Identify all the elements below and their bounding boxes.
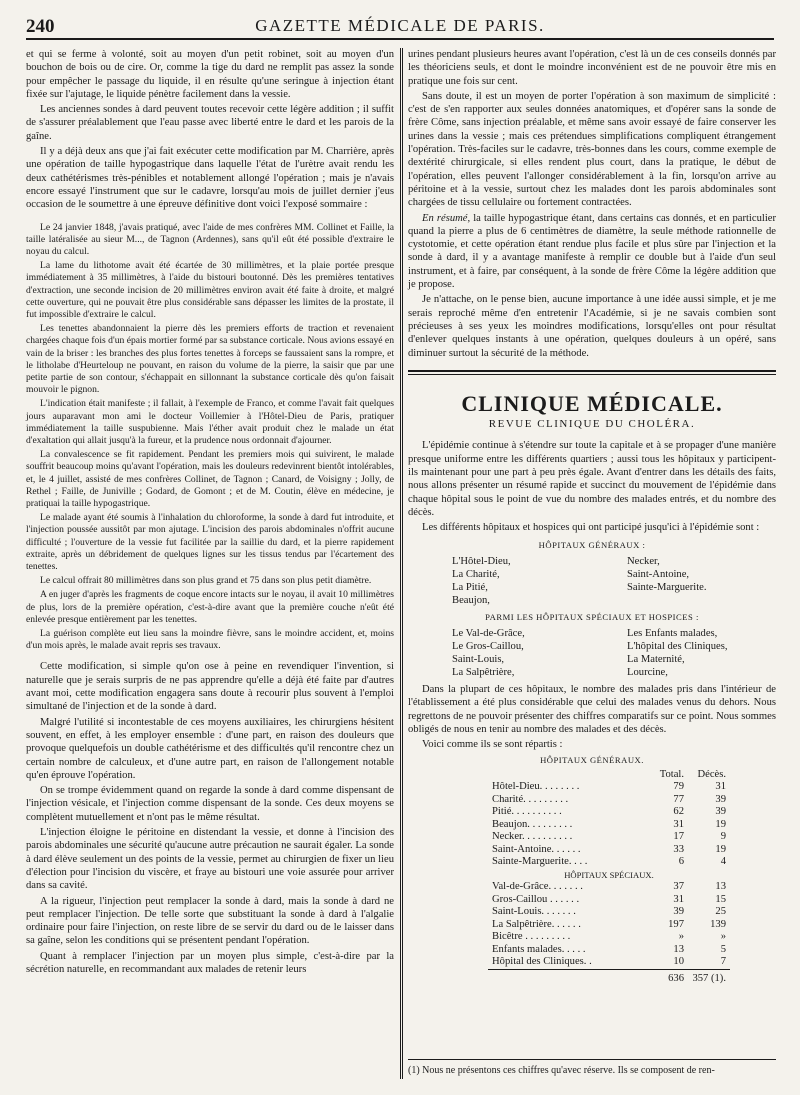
paragraph: Cette modification, si simple qu'on ose à peine en revendiquer l'invention, si naturelle que je serais surpris de ne pas apprendre qu'elle a déjà été faite par d'autres avant moi, cette modification engagera sans doute à recourir plus souvent à l'emploi simultané de l'injection et de la sonde à dard. — [26, 661, 394, 713]
total-cell: 31 — [673, 893, 684, 905]
cholera-stats-table — [488, 769, 730, 986]
sum-note: (1). — [710, 972, 726, 984]
table-row — [488, 794, 730, 807]
paragraph: L'indication était manifeste ; il fallait, à l'exemple de Franco, et comme l'avait fait quelques jours auparavant mon ami le docteur Voillemier à l'Hôtel-Dieu de Paris, pratiquer immédiatement la taille suspubienne. Mais l'éther avait produit chez le malade un état d'exaltation qui allait jusqu'à la fureur, et la prudence nous ordonnait d'ajourner. — [26, 398, 394, 447]
hospital-name: Bicêtre . . . . . . . . . — [492, 931, 571, 943]
total-cell: 10 — [673, 956, 684, 968]
deces-cell: 19 — [715, 818, 726, 830]
paragraph: urines pendant plusieurs heures avant l'opération, c'est là un de ces conseils donnés par les théoriciens seuls, et dont le moindre inconvénient est de ne pouvoir être mis en pratique une fois sur cent. — [408, 49, 777, 87]
column-header-deces: Décès. — [697, 768, 726, 780]
paragraph: A en juger d'après les fragments de coque encore intacts sur le noyau, il avait 10 millimètres de plus, lors de la première opération, c'est-à-dire avant que la première couche n'eût été enlevée presque entièrement par les tenettes. — [26, 589, 394, 625]
sum-total: 636 — [646, 969, 688, 985]
list-item: L'Hôtel-Dieu, — [452, 555, 511, 567]
list-item — [627, 594, 800, 607]
total-cell: 31 — [673, 818, 684, 830]
total-cell: 39 — [673, 906, 684, 918]
total-cell: 77 — [673, 793, 684, 805]
list-item: La Pitié, — [452, 581, 488, 593]
paragraph: La convalescence se fit rapidement. Pendant les premiers mois qui suivirent, le malade souffrit beaucoup moins qu'avant l'opération, mais les douleurs redevinrent bientôt intolérables, et, le 4 juillet, assisté de mes confrères Collinet, de Tagnon ; Canard, de Voisigny ; Jolly, de Rethel ; Faille, de Juniville ; Godard, de Gomont ; et de M. Coutin, élève en médecine, je pratiquai la taille hypogastrique. — [26, 449, 394, 510]
paragraph — [408, 212, 776, 292]
deces-cell: 7 — [720, 956, 726, 968]
section-title: CLINIQUE MÉDICALE. — [461, 390, 723, 416]
list-item: Le Val-de-Grâce, — [452, 628, 525, 640]
deces-cell: 39 — [715, 806, 726, 818]
section-subtitle: REVUE CLINIQUE DU CHOLÉRA. — [488, 418, 696, 431]
hospital-name: Pitié. . . . . . . . . . — [492, 806, 562, 818]
paragraph: Dans la plupart de ces hôpitaux, le nombre des malades pris dans l'intérieur de l'établissement a été plus considérable que celui des malades venus du dehors. Nous regrettons de ne pouvoir présenter des chiffres comparatifs sur ce point. Nous sommes obligés de nous en tenir au nombre des malades et des décès. — [408, 684, 776, 735]
table-row — [488, 956, 730, 969]
paragraph: Quant à remplacer l'injection par un moyen plus simple, c'est-à-dire par la sécrétion naturelle, en recommandant aux malades de retenir leurs — [26, 950, 394, 975]
paragraph: A la rigueur, l'injection peut remplacer la sonde à dard, mais la sonde à dard ne peut remplacer l'injection. De telle sorte que substituant la sonde à dard à l'algalie ordinaire pour faire l'injection, on reste libre de se servir du dard ou de le laisser dans sa gaîne, selon les conditions qui se présentent pendant l'opération. — [26, 895, 394, 947]
hospital-name: Beaujon. . . . . . . . . — [492, 818, 573, 830]
table-row — [488, 856, 730, 869]
paragraph: Les anciennes sondes à dard peuvent toutes recevoir cette légère addition ; il suffit de s'assurer préalablement que l'eau passe avec liberté entre le dard et les parois de la gaîne. — [26, 104, 394, 142]
paragraph: Le 24 janvier 1848, j'avais pratiqué, avec l'aide de mes confrères MM. Collinet et Faille, la taille latéralisée au sieur M..., de Tagnon (Ardennes), sans qu'il eût été possible d'extraire le noyau du calcul. — [26, 221, 394, 257]
hospital-name: Hôpital des Cliniques. . — [492, 956, 592, 968]
total-cell: 33 — [673, 843, 684, 855]
hospital-name: Val-de-Grâce. . . . . . . — [492, 881, 583, 893]
hospital-name: Enfants malades. . . . . — [492, 943, 586, 955]
list-heading: HÔPITAUX GÉNÉRAUX : — [538, 539, 646, 550]
column-rule — [400, 48, 401, 1079]
section-separator — [408, 370, 776, 375]
paragraph: On se trompe évidemment quand on regarde la sonde à dard comme dispensant de l'injection vésicale, et l'injection comme dispensant de la sonde. Ces deux moyens se complètent mutuellement et n'ont pas le même résultat. — [26, 785, 394, 823]
sum-deces: 357 — [692, 972, 709, 984]
table-row — [488, 881, 730, 894]
table-row — [488, 806, 730, 819]
deces-cell: » — [720, 931, 726, 943]
table-row — [488, 931, 730, 944]
table-header-row — [488, 769, 730, 782]
list-item: Necker, — [627, 555, 660, 567]
paragraph: L'épidémie continue à s'étendre sur toute la capitale et à se propager d'une manière presque uniforme entre les différents quartiers ; aussi tous les hôpitaux y participent-ils maintenant pour une part à peu près égale. Avant d'entrer dans les détails des faits, nous allons présenter un résumé rapide et succinct du mouvement de l'épidémie dans chaque hôpital sous le point de vue du nombre des malades entrés, et du nombre des décès. — [408, 440, 776, 518]
hospital-list-special — [452, 627, 776, 679]
case-report — [26, 222, 394, 653]
paragraph: L'injection éloigne le péritoine en distendant la vessie, et donne à l'incision des parois abdominales une sécurité qu'aucune autre précaution ne saurait égaler. La sonde à dard élève seulement un des points de la vessie, permet au chirurgien de fixer un lieu d'élection pour l'incision du viscère, et fraye au bistouri une voie assurée pour arriver dans sa cavité. — [26, 827, 394, 892]
hospital-name: Gros-Caillou . . . . . . — [492, 893, 580, 905]
list-item: L'hôpital des Cliniques, — [627, 641, 728, 653]
paragraph: Malgré l'utilité si incontestable de ces moyens auxiliaires, les chirurgiens hésitent souvent, en effet, à les employer ensemble : d'une part, en raison des douleurs que provoque quelquefois un double cathétérisme et des difficultés qu'il rencontre chez un certain nombre de calculeux, et d'une autre part, en raison de l'allongement notable qu'en éprouve l'opération. — [26, 716, 394, 781]
paragraph: La lame du lithotome avait été écartée de 30 millimètres, et la plaie portée presque immédiatement à 35 millimètres, à l'aide du bistouri boutonné. Dès les premières tentatives d'extraction, une seconde incision de 20 millimètres environ avait été faite à droite, et malgré cette ouverture, qui ne pouvait être plus considérable sans dépasser les limites de la prostate, il fut impossible d'extraire le calcul. — [26, 260, 394, 320]
paragraph-text: la taille hypogastrique étant, dans certains cas donnés, et en particulier quand la pierre a plus de 6 centimètres de diamètre, la seule méthode rationnelle de cystotomie, et cette opération étant rendue plus facile et plus sûre par l'injection et la sonde à dard, il y a avantage manifeste à remplir ce double but à l'aide d'un seul instrument, et à faire, par conséquent, à la sonde de frère Côme la légère addition que je propose. — [408, 212, 776, 291]
running-title: GAZETTE MÉDICALE DE PARIS. — [255, 16, 545, 35]
total-cell: 79 — [673, 781, 684, 793]
table-total-row — [488, 969, 730, 985]
deces-cell: 13 — [715, 881, 726, 893]
hospital-name: Sainte-Marguerite. . . . — [492, 856, 588, 868]
right-column — [408, 48, 776, 985]
page-header — [26, 14, 774, 40]
list-heading: PARMI LES HÔPITAUX SPÉCIAUX ET HOSPICES : — [485, 611, 699, 622]
total-cell: 37 — [673, 881, 684, 893]
footnote: (1) Nous ne présentons ces chiffres qu'avec réserve. Ils se composent de ren- — [408, 1059, 776, 1077]
hospital-name: Necker. . . . . . . . . . — [492, 831, 573, 843]
list-item: La Salpêtrière, — [452, 667, 515, 679]
list-item: Lourcine, — [627, 667, 668, 679]
deces-cell: 9 — [720, 831, 726, 843]
deces-cell: 4 — [720, 856, 726, 868]
left-column — [26, 48, 394, 978]
paragraph: La guérison complète eut lieu sans la moindre fièvre, sans le moindre accident, et, moins d'un mois après, le malade avait repris ses travaux. — [26, 628, 394, 652]
total-cell: 197 — [668, 918, 684, 930]
paragraph: Le malade ayant été soumis à l'inhalation du chloroforme, la sonde à dard fut introduite, et l'injection poussée aussitôt par mon ajutage. L'incision des parois abdominales n'offrit aucune difficulté ; l'ouverture de la vessie fut facilitée par la saillie du dard, et la pierre rapidement extraite, après un débridement de quelques lignes sur les tissus tendus par l'écartement des tenettes. — [26, 512, 394, 573]
list-item: Saint-Antoine, — [627, 568, 690, 580]
paragraph: Je n'attache, on le pense bien, aucune importance à une idée aussi simple, et je me serais reproché même d'en entretenir l'Académie, si je ne savais combien sont précieuses à ses yeux les moindres modifications, lorsqu'elles ont pour résultat d'enlever quelques instants à une opération, quelques douleurs à un opéré, sans diminuer surtout la sécurité de la méthode. — [408, 294, 776, 359]
table-row — [488, 831, 730, 844]
table-subheading: HÔPITAUX SPÉCIAUX. — [564, 869, 654, 880]
column-header-total: Total. — [659, 768, 684, 780]
deces-cell: 25 — [715, 906, 726, 918]
table-row — [488, 844, 730, 857]
list-item: La Charité, — [452, 568, 500, 580]
paragraph: Sans doute, il est un moyen de porter l'opération à son maximum de simplicité : c'est de s'en rapporter aux seules données anatomiques, et d'opérer sans la sonde de frère Côme, sans injection préalable, et même sans avoir essayé de faire conserver les urines dans la vessie ; mais ces prétendues simplifications compliquent étrangement l'opération. Très-faciles sur le cadavre, très-bonnes dans les cours, comme exemple de dextérité chirurgicale, si elles rendent plus court, dans la pratique, le début de l'opération, elles peuvent l'allonger considérablement à la fin, lorsqu'on arrive au péritoine et à la vessie, surtout chez les malades dont les parois abdominales sont chargées de tissu cellulaire ou fortement contractées. — [408, 90, 776, 209]
list-item: Sainte-Marguerite. — [627, 581, 707, 593]
hospital-name: La Salpêtrière. . . . . . — [492, 918, 581, 930]
hospital-name: Hôtel-Dieu. . . . . . . . — [492, 781, 580, 793]
table-row — [488, 894, 730, 907]
total-cell: 6 — [678, 856, 684, 868]
deces-cell: 19 — [715, 843, 726, 855]
total-cell: 13 — [673, 943, 684, 955]
paragraph: et qui se ferme à volonté, soit au moyen d'un petit robinet, soit au moyen d'un bouchon de bois ou de cire. Or, comme la tige du dard ne remplit pas assez la sonde pour empêcher le passage du liquide, il en résulte qu'une seringue à injection étant fixée sur l'ajutage, le liquide pénètre facilement dans la vessie. — [26, 49, 394, 100]
list-item: Les Enfants malades, — [627, 628, 718, 640]
deces-cell: 139 — [710, 918, 726, 930]
emphasis: En résumé, — [422, 212, 471, 224]
hospital-name: Saint-Antoine. . . . . . — [492, 843, 581, 855]
deces-cell: 39 — [715, 793, 726, 805]
deces-cell: 15 — [715, 893, 726, 905]
list-item: Beaujon, — [452, 594, 490, 606]
paragraph: Les tenettes abandonnaient la pierre dès les premiers efforts de traction et revenaient chargées chaque fois d'un épais mortier formé par sa substance corticale. Nous avions essayé en vain de la briser : les branches des plus fortes tenettes à forceps se faussaient sans la rompre, et le litholabe d'Heurteloup ne pouvant, en raison du volume de la pierre, la saisir que par une petite partie de son contour, s'échappait en sillonnant la substance corticale dès qu'on faisait mouvoir le pignon. — [26, 323, 394, 396]
paragraph: Les différents hôpitaux et hospices qui ont participé jusqu'ici à l'épidémie sont : — [422, 522, 760, 534]
list-item: Le Gros-Caillou, — [452, 641, 524, 653]
total-cell: 62 — [673, 806, 684, 818]
table-row — [488, 781, 730, 794]
paragraph: Il y a déjà deux ans que j'ai fait exécuter cette modification par M. Charrière, après une opération de taille hypogastrique dans laquelle l'état de l'urètre avait rendu les deux cathétérismes très-pénibles et notablement allongé l'opération ; mais je n'avais encore essayé l'instrument que sur le cadavre, lorsqu'au mois de juillet dernier j'eus occasion de le soumettre à une épreuve définitive dont voici l'exposé sommaire : — [26, 146, 394, 211]
list-item: La Maternité, — [627, 654, 685, 666]
column-rule — [402, 48, 403, 1079]
hospital-name: Saint-Louis. . . . . . . — [492, 906, 576, 918]
total-cell: » — [678, 931, 684, 943]
page-number: 240 — [26, 16, 55, 37]
total-cell: 17 — [673, 831, 684, 843]
hospital-list-general — [452, 555, 776, 607]
deces-cell: 5 — [720, 943, 726, 955]
table-row — [488, 919, 730, 932]
table-row — [488, 819, 730, 832]
list-item: Saint-Louis, — [452, 654, 505, 666]
hospital-name: Charité. . . . . . . . . — [492, 793, 569, 805]
table-row — [488, 906, 730, 919]
paragraph: Voici comme ils se sont répartis : — [422, 739, 563, 751]
deces-cell: 31 — [715, 781, 726, 793]
table-heading: HÔPITAUX GÉNÉRAUX. — [540, 754, 644, 765]
table-row — [488, 944, 730, 957]
paragraph: Le calcul offrait 80 millimètres dans son plus grand et 75 dans son plus petit diamètre. — [40, 575, 372, 587]
